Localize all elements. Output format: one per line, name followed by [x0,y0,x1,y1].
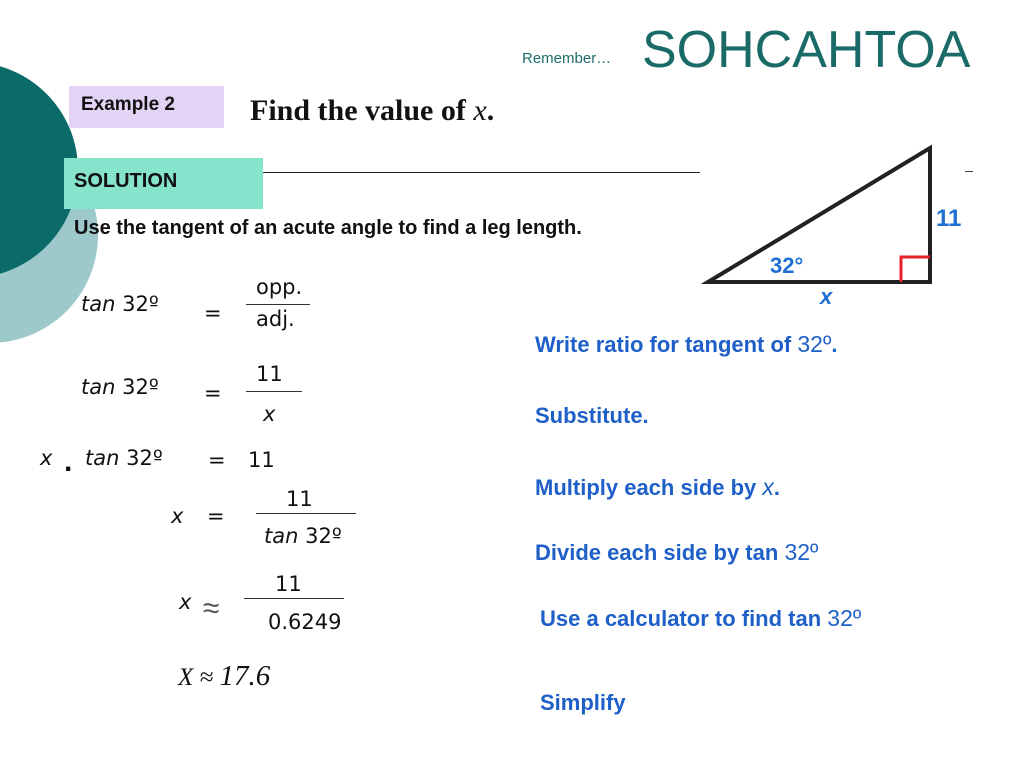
step5-x-var: x [179,590,192,614]
step4-equals: = [207,504,225,528]
step3-equals: = [208,448,226,472]
title-variable: x [473,94,487,127]
step5-fraction-bar [244,598,344,599]
step4-x [171,504,183,528]
decorative-circles [0,0,140,420]
step1-arg: 32º [122,292,159,316]
step6-prefix: X ≈ [178,664,220,691]
step4-x-var: x [171,504,184,528]
title-underline [262,172,700,173]
step6-result [178,660,270,693]
note4-text: Divide each side by tan [535,540,785,565]
step3-fn: tan [85,446,120,470]
step4-fraction-bar [256,513,356,514]
solution-label: SOLUTION [64,158,263,209]
step5-denominator: 0.6249 [268,610,342,634]
opposite-label: 11 [936,205,962,232]
step1-fn: tan [81,292,116,316]
step2-fraction-bar [246,391,302,392]
note1-num: 32º [797,331,832,357]
step4-den-fn: tan [264,524,299,548]
step2-denominator [263,402,275,426]
step3-dot: . [64,445,73,478]
title-end: . [486,94,495,127]
step2-lhs [81,375,159,399]
note1-text: Write ratio for tangent of [535,332,798,357]
sohcahtoa-heading: SOHCAHTOA [642,21,971,79]
step5-x [179,590,191,614]
note3-var: x [762,474,774,500]
step3-x-var: x [40,446,53,470]
step1-fraction-bar [246,304,310,305]
step3-x [40,446,52,470]
right-triangle-figure [700,140,980,310]
step3-tan [85,446,163,470]
instruction-text: Use the tangent of an acute angle to find a leg length. [74,217,582,239]
note-divide [535,539,818,566]
title-text: Find the value of [250,94,474,127]
step2-fn: tan [81,375,116,399]
triangle-shape [708,148,930,282]
right-angle-marker [901,257,930,282]
note5-text: Use a calculator to find tan [540,606,828,631]
remember-label: Remember… [522,50,612,67]
step2-den-var: x [263,402,276,426]
note-write-ratio [535,331,837,358]
step3-arg: 32º [126,446,163,470]
step1-lhs [81,292,159,316]
note5-num: 32º [827,605,862,631]
step4-den-arg: 32º [305,524,342,548]
step5-numerator: 11 [275,572,302,596]
step4-numerator: 11 [286,487,313,511]
note-multiply [535,474,780,501]
note4-num: 32º [784,539,819,565]
note-simplify: Simplify [540,690,626,715]
step4-denominator [264,524,342,548]
note-substitute: Substitute. [535,403,649,428]
angle-label: 32° [770,253,804,278]
example-label: Example 2 [69,86,224,128]
step1-denominator: adj. [256,307,295,331]
step1-equals: = [204,301,222,325]
step1-numerator: opp. [256,275,303,299]
step6-value: 17.6 [219,660,271,692]
note3-text: Multiply each side by [535,475,763,500]
note3-end: . [773,475,781,500]
step3-rhs: 11 [248,448,275,472]
problem-title [250,94,494,128]
note-calculator [540,605,861,632]
step2-arg: 32º [122,375,159,399]
note1-end: . [831,332,838,357]
step5-approx: ≈ [203,592,220,625]
step2-equals: = [204,381,222,405]
step2-numerator: 11 [256,362,283,386]
adjacent-label: x [820,284,833,309]
